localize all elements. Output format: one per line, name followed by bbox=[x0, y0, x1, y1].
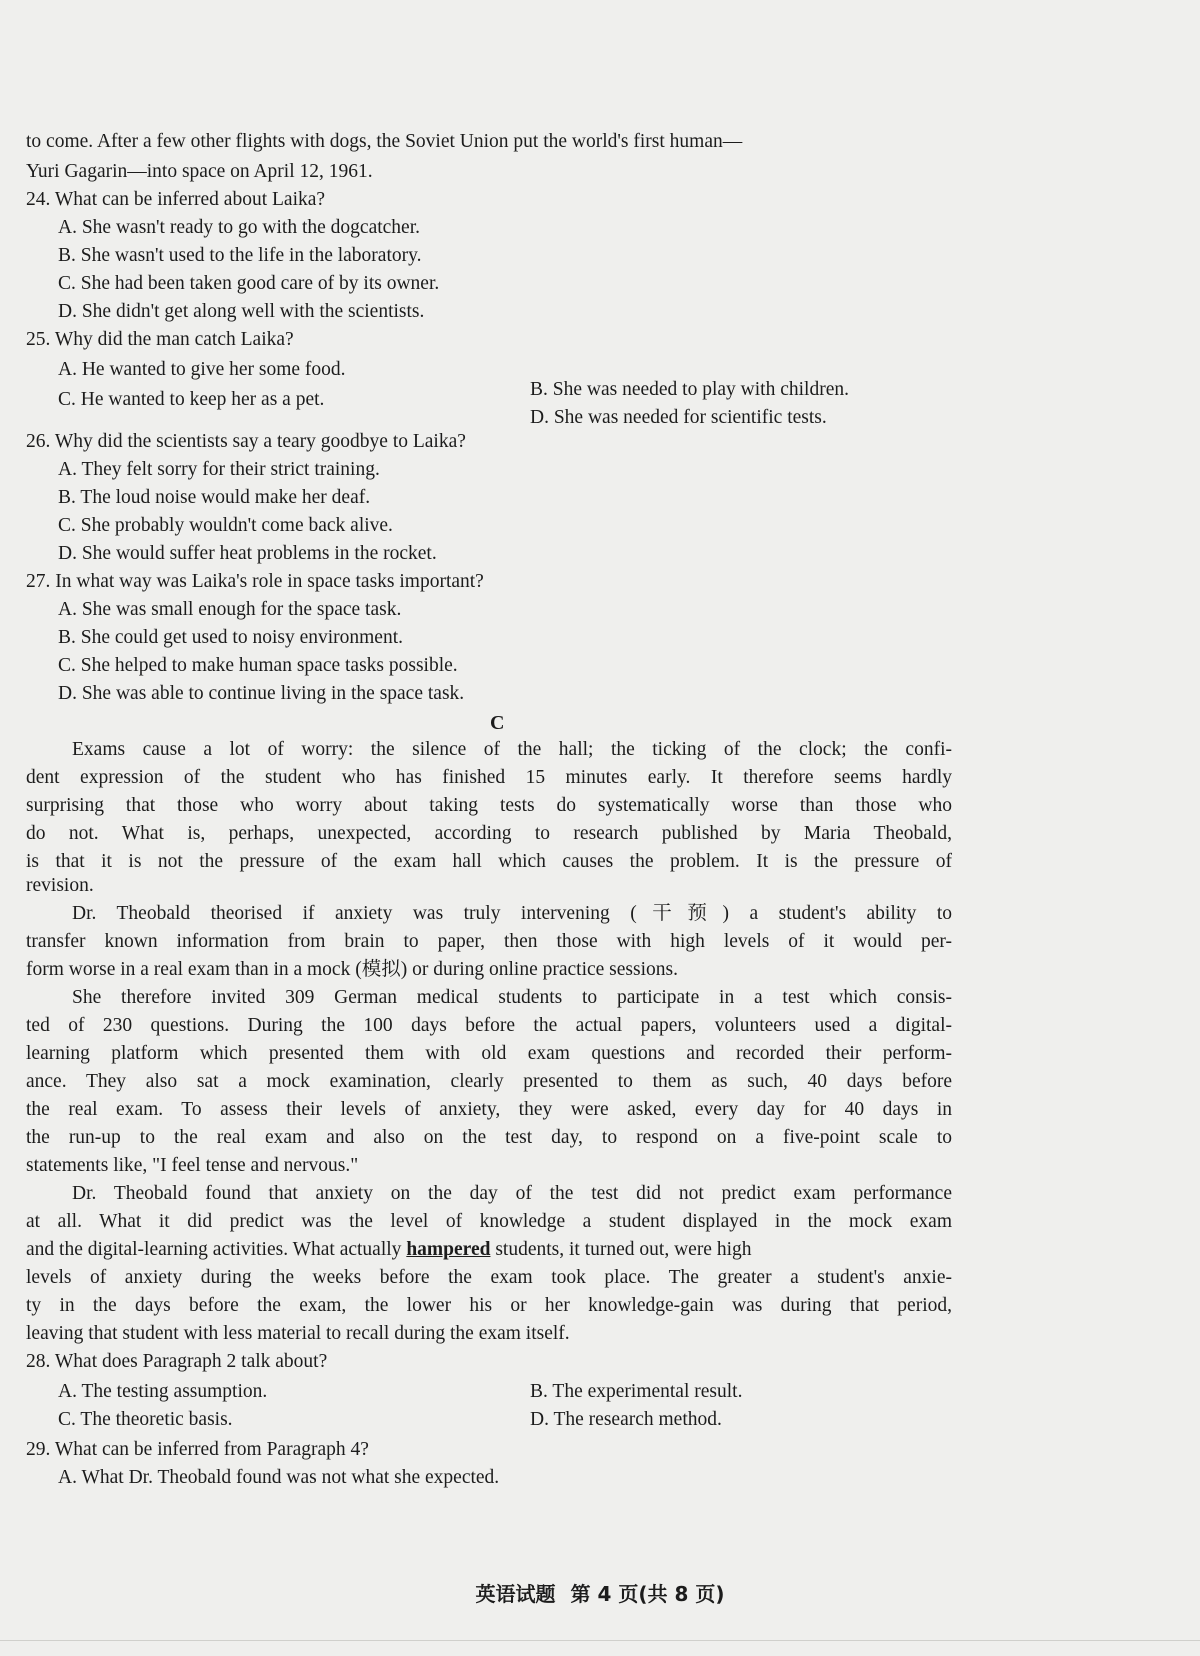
answer-option: C. She had been taken good care of by its owner. bbox=[58, 273, 440, 294]
passage-line: the run-up to the real exam and also on the test day, to respond on a five-point scale to bbox=[26, 1127, 952, 1148]
passage-line: is that it is not the pressure of the exam hall which causes the problem. It is the pressure of bbox=[26, 851, 952, 872]
answer-option: D. She was needed for scientific tests. bbox=[530, 407, 827, 428]
answer-option: C. She helped to make human space tasks possible. bbox=[58, 655, 458, 676]
answer-option: B. She wasn't used to the life in the laboratory. bbox=[58, 245, 422, 266]
question-stem: 24. What can be inferred about Laika? bbox=[26, 189, 326, 210]
answer-option: B. She was needed to play with children. bbox=[530, 379, 849, 400]
question-stem: 25. Why did the man catch Laika? bbox=[26, 329, 294, 350]
passage-text: and the digital-learning activities. What actually bbox=[26, 1239, 402, 1260]
passage-line: the real exam. To assess their levels of anxiety, they were asked, every day for 40 days in bbox=[26, 1099, 952, 1120]
answer-option: D. She was able to continue living in the space task. bbox=[58, 683, 465, 704]
passage-line: transfer known information from brain to paper, then those with high levels of it would per- bbox=[26, 931, 952, 952]
passage-line: statements like, "I feel tense and nervous." bbox=[26, 1155, 359, 1176]
passage-line: leaving that student with less material to recall during the exam itself. bbox=[26, 1323, 570, 1344]
answer-option: B. The experimental result. bbox=[530, 1381, 743, 1402]
passage-line: She therefore invited 309 German medical students to participate in a test which consis- bbox=[72, 987, 952, 1008]
question-stem: 27. In what way was Laika's role in space tasks important? bbox=[26, 571, 484, 592]
passage-line: revision. bbox=[26, 875, 94, 896]
passage-line bbox=[26, 1240, 952, 1260]
passage-line: dent expression of the student who has finished 15 minutes early. It therefore seems hardly bbox=[26, 767, 952, 788]
passage-line: ance. They also sat a mock examination, clearly presented to them as such, 40 days before bbox=[26, 1071, 952, 1092]
question-stem: 29. What can be inferred from Paragraph 4? bbox=[26, 1439, 369, 1460]
passage-line: Dr. Theobald found that anxiety on the day of the test did not predict exam performance bbox=[72, 1183, 952, 1204]
passage-line: at all. What it did predict was the level of knowledge a student displayed in the mock exam bbox=[26, 1211, 952, 1232]
passage-line: ted of 230 questions. During the 100 days before the actual papers, volunteers used a digital- bbox=[26, 1015, 952, 1036]
answer-option: A. She was small enough for the space task. bbox=[58, 599, 402, 620]
answer-option: D. The research method. bbox=[530, 1409, 722, 1430]
page-footer bbox=[0, 1578, 1200, 1607]
passage-line: surprising that those who worry about taking tests do systematically worse than those who bbox=[26, 795, 952, 816]
answer-option: D. She didn't get along well with the scientists. bbox=[58, 301, 425, 322]
answer-option: A. He wanted to give her some food. bbox=[58, 359, 346, 380]
footer-page-number: 第 4 页(共 8 页) bbox=[570, 1582, 725, 1606]
passage-line: do not. What is, perhaps, unexpected, according to research published by Maria Theobald, bbox=[26, 823, 952, 844]
answer-option: B. The loud noise would make her deaf. bbox=[58, 487, 371, 508]
passage-line: Exams cause a lot of worry: the silence of the hall; the ticking of the clock; the confi- bbox=[72, 739, 952, 760]
answer-option: A. They felt sorry for their strict training. bbox=[58, 459, 380, 480]
footer-subject: 英语试题 bbox=[475, 1582, 556, 1606]
question-stem: 28. What does Paragraph 2 talk about? bbox=[26, 1351, 328, 1372]
answer-option: D. She would suffer heat problems in the rocket. bbox=[58, 543, 437, 564]
answer-option: A. The testing assumption. bbox=[58, 1381, 268, 1402]
answer-option: A. What Dr. Theobald found was not what she expected. bbox=[58, 1467, 500, 1488]
passage-line: ty in the days before the exam, the lower his or her knowledge-gain was during that period, bbox=[26, 1295, 952, 1316]
passage-line: levels of anxiety during the weeks before the exam took place. The greater a student's anxie- bbox=[26, 1267, 952, 1288]
question-stem: 26. Why did the scientists say a teary goodbye to Laika? bbox=[26, 431, 466, 452]
passage-line: form worse in a real exam than in a mock (模拟) or during online practice sessions. bbox=[26, 959, 678, 980]
answer-option: A. She wasn't ready to go with the dogcatcher. bbox=[58, 217, 421, 238]
scan-edge bbox=[0, 1640, 1200, 1641]
passage-line: to come. After a few other flights with dogs, the Soviet Union put the world's first human— bbox=[26, 131, 743, 152]
answer-option: B. She could get used to noisy environment. bbox=[58, 627, 404, 648]
answer-option: C. He wanted to keep her as a pet. bbox=[58, 389, 325, 410]
passage-text: students, it turned out, were high bbox=[495, 1239, 752, 1260]
passage-line: Dr. Theobald theorised if anxiety was truly intervening (干预) a student's ability to bbox=[72, 903, 952, 924]
answer-option: C. The theoretic basis. bbox=[58, 1409, 233, 1430]
highlighted-word: hampered bbox=[406, 1239, 491, 1260]
answer-option: C. She probably wouldn't come back alive. bbox=[58, 515, 393, 536]
passage-line: Yuri Gagarin—into space on April 12, 1961. bbox=[26, 161, 373, 182]
section-label: C bbox=[490, 712, 505, 734]
passage-line: learning platform which presented them with old exam questions and recorded their perform- bbox=[26, 1043, 952, 1064]
